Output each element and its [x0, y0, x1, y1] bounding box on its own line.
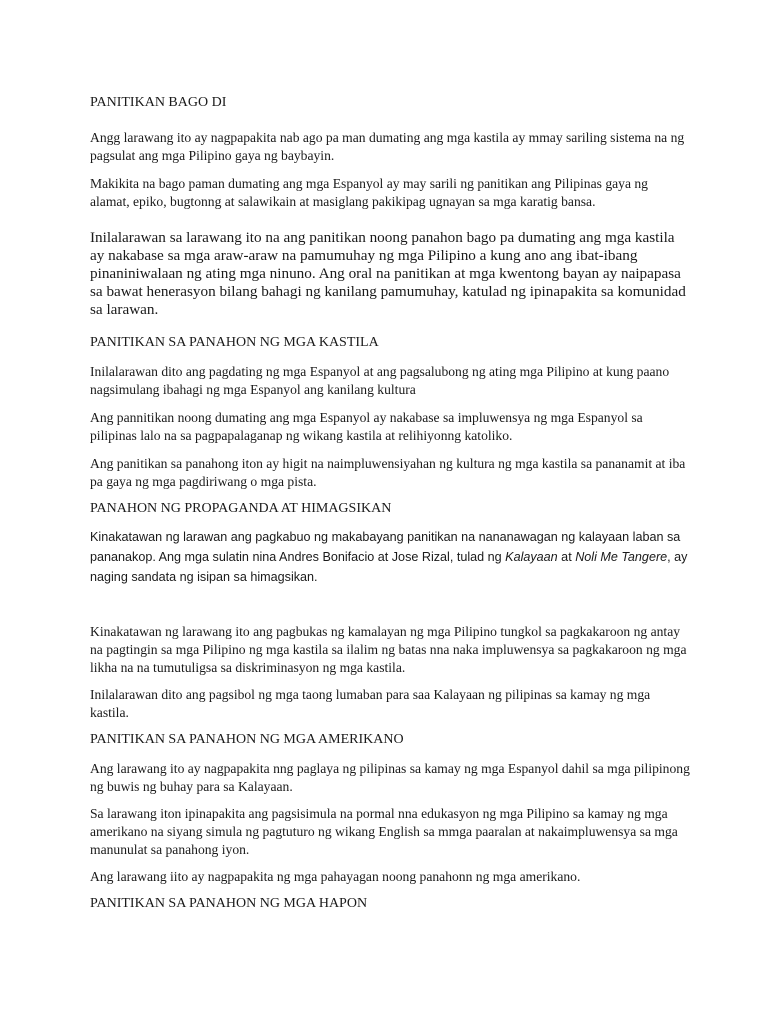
section-heading-propaganda: PANAHON NG PROPAGANDA AT HIMAGSIKAN: [90, 501, 392, 516]
paragraph: Ang larawang iito ay nagpapakita ng mga pahayagan noong panahonn ng mga amerikano.: [90, 869, 581, 884]
paragraph-text: Kinakatawan ng larawan ang pagkabuo ng makabayang panitikan na nananawagan ng kalayaan laban sa pananakop. Ang mga sulatin nina Andres Bonifacio at Jose Rizal, tulad ng: [90, 530, 681, 564]
paragraph: Inilalarawan dito ang pagsibol ng mga taong lumaban para saa Kalayaan ng pilipinas sa kamay ng mga kastila.: [90, 687, 651, 720]
paragraph-sans: [90, 527, 690, 587]
section-heading-kastila: PANITIKAN SA PANAHON NG MGA KASTILA: [90, 335, 379, 350]
title-kalayaan: Kalayaan: [505, 550, 558, 564]
paragraph: Ang pannitikan noong dumating ang mga Espanyol ay nakabase sa impluwensya ng mga Espanyol sa pilipinas lalo na sa pagpapalaganap ng wikang kastila at relihiyonng katoliko.: [90, 410, 643, 443]
paragraph: Ang larawang ito ay nagpapakita nng paglaya ng pilipinas sa kamay ng mga Espanyol dahil sa mga pilipinong ng buwis ng buhay para sa Kalayaan.: [90, 761, 690, 794]
paragraph-text: , ay naging sandata ng isipan sa himagsikan.: [90, 550, 688, 584]
section-heading-hapon: PANITIKAN SA PANAHON NG MGA HAPON: [90, 896, 368, 911]
section-heading-amerikano: PANITIKAN SA PANAHON NG MGA AMERIKANO: [90, 732, 404, 747]
paragraph: Makikita na bago paman dumating ang mga Espanyol ay may sarili ng panitikan ang Pilipinas gaya ng alamat, epiko, bugtonng at salawikain at masiglang pakikipag ugnayan sa mga karatig bansa.: [90, 176, 648, 209]
paragraph-text: at: [557, 550, 576, 564]
section-heading-bago-di: PANITIKAN BAGO DI: [90, 95, 227, 110]
paragraph: Inilalarawan sa larawang ito na ang panitikan noong panahon bago pa dumating ang mga kastila ay nakabase sa mga araw-araw na pamumuhay ng mga Pilipino a kung ano ang ibat-ibang pinaniniwalaan ng ating mga ninuno. Ang oral na panitikan at mga kwentong bayan ay naipapasa sa bawat henerasyon bilang bahagi ng kanilang pamumuhay, katulad ng ipinapakita sa komunidad sa larawan.: [90, 229, 686, 318]
paragraph: Ang panitikan sa panahong iton ay higit na naimpluwensiyahan ng kultura ng mga kastila sa pananamit at iba pa gaya ng mga pagdiriwang o mga pista.: [90, 456, 686, 489]
paragraph: Inilalarawan dito ang pagdating ng mga Espanyol at ang pagsalubong ng ating mga Pilipino at kung paano nagsimulang ibahagi ng mga Espanyol ang kanilang kultura: [90, 364, 670, 397]
title-noli-me-tangere: Noli Me Tangere: [575, 550, 668, 564]
paragraph: Kinakatawan ng larawang ito ang pagbukas ng kamalayan ng mga Pilipino tungkol sa pagkakaroon ng antay na pagtingin sa mga Pilipino ng mga kastila sa ilalim ng batas nna naka impluwensya sa pagkakaroon ng mga likha na na tumutuligsa sa diskriminasyon ng mga kastila.: [90, 624, 687, 675]
paragraph: Sa larawang iton ipinapakita ang pagsisimula na pormal nna edukasyon ng mga Pilipino sa kamay ng mga amerikano na siyang simula ng pagtuturo ng wikang English sa mmga paaralan at nakaimpluwensya sa mga manunulat sa panahong iyon.: [90, 806, 678, 857]
paragraph: Angg larawang ito ay nagpapakita nab ago pa man dumating ang mga kastila ay mmay sariling sistema na ng pagsulat ang mga Pilipino gaya ng baybayin.: [90, 130, 685, 163]
